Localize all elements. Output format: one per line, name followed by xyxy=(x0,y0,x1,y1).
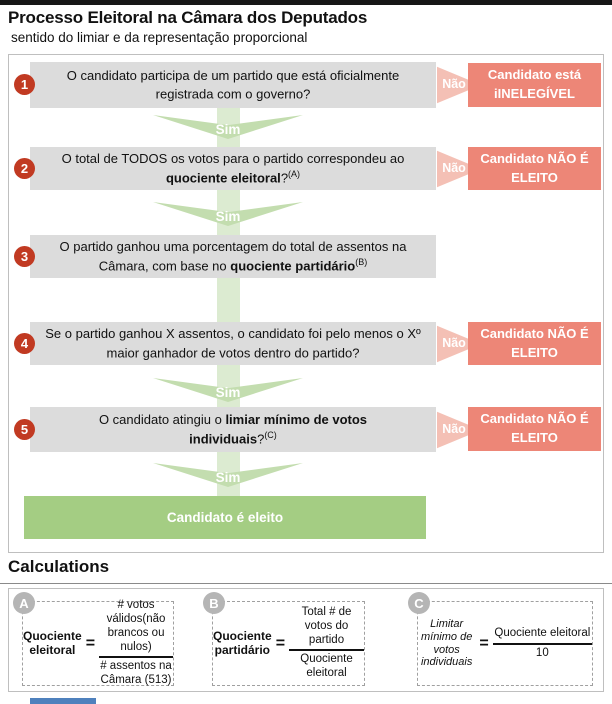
nao-label-1: Não xyxy=(442,77,466,91)
nao-label-4: Não xyxy=(442,336,466,350)
calc-b-badge: B xyxy=(203,592,225,614)
final-result-text: Candidato é eleito xyxy=(166,510,284,525)
step-2-badge: 2 xyxy=(14,158,35,179)
calc-box-b xyxy=(212,601,365,686)
outcome-2-box xyxy=(468,147,601,190)
calc-b-term: Quociente partidário xyxy=(213,628,272,657)
step-1-badge: 1 xyxy=(14,74,35,95)
calc-b-numerator: Total # de votos do partido xyxy=(289,606,364,651)
calc-b-fraction xyxy=(289,606,364,681)
step-5-badge: 5 xyxy=(14,419,35,440)
calc-c-numerator: Quociente eleitoral xyxy=(493,627,592,645)
nao-label-5: Não xyxy=(442,422,466,436)
outcome-5-text: Candidato NÃO É ELEITO xyxy=(480,411,589,445)
step-1-question-text: O candidato participa de um partido que está oficialmente registrada com o governo? xyxy=(66,67,400,102)
calc-c-denominator: 10 xyxy=(535,646,549,659)
calc-a-denominator: # assentos na Câmara (513) xyxy=(100,660,172,687)
step-3-question-text: O partido ganhou uma porcentagem do total de assentos na Câmara, com base no quociente partidário$^{(B)}$ xyxy=(59,239,407,274)
calc-a-term: Quociente eleitoral xyxy=(23,628,82,657)
calc-c-term: Limitar mínimo de votos individuais xyxy=(420,618,473,669)
flowchart-frame xyxy=(8,54,604,553)
bottom-cropped-bar xyxy=(30,698,96,704)
sim-label-5: Sim xyxy=(215,470,241,485)
step-2-question-text: O total de TODOS os votos para o partido correspondeu ao quociente eleitoral?$^{(A)}$ xyxy=(61,151,405,186)
calc-box-a xyxy=(22,601,174,686)
sim-label-4: Sim xyxy=(215,385,241,400)
step-5-question-text: O candidato atingiu o limiar mínimo de votos individuais?$^{(C)}$ xyxy=(98,412,368,447)
step-3-badge: 3 xyxy=(14,246,35,267)
step-3-question-box xyxy=(30,235,436,278)
final-result-box xyxy=(24,496,426,539)
step-4-question-box xyxy=(30,322,436,365)
step-5-question-box xyxy=(30,407,436,452)
sim-label-2: Sim xyxy=(215,209,241,224)
outcome-4-text: Candidato NÃO É ELEITO xyxy=(480,325,589,360)
calc-b-equals: = xyxy=(275,634,286,652)
page-title: Processo Eleitoral na Câmara dos Deputados xyxy=(8,8,368,27)
calc-a-numerator: # votos válidos(não brancos ou nulos) xyxy=(99,599,173,658)
outcome-5-box xyxy=(468,407,601,451)
calculations-heading: Calculations xyxy=(8,557,110,576)
calc-a-fraction xyxy=(99,599,173,688)
outcome-1-box xyxy=(468,63,601,107)
calc-c-equals: = xyxy=(479,634,489,652)
page-subtitle: sentido do limiar e da representação proporcional xyxy=(11,30,308,45)
calc-c-fraction xyxy=(493,627,592,661)
calculations-divider xyxy=(0,583,612,584)
calc-box-c xyxy=(417,601,593,686)
calc-c-badge: C xyxy=(408,592,430,614)
step-4-badge: 4 xyxy=(14,333,35,354)
step-2-question-box xyxy=(30,147,436,190)
top-black-bar xyxy=(0,0,612,5)
outcome-2-text: Candidato NÃO É ELEITO xyxy=(480,150,589,185)
calc-b-denominator: Quociente eleitoral xyxy=(300,653,353,680)
step-1-question-box xyxy=(30,62,436,108)
outcome-4-box xyxy=(468,322,601,365)
sim-label-1: Sim xyxy=(215,122,241,137)
nao-label-2: Não xyxy=(442,161,466,175)
calc-a-equals: = xyxy=(85,634,96,652)
outcome-1-text: Candidato está iINELEGÍVEL xyxy=(487,67,582,101)
calc-a-badge: A xyxy=(13,592,35,614)
step-4-question-text: Se o partido ganhou X assentos, o candidato foi pelo menos o Xº maior ganhador de votos dentro do partido? xyxy=(45,326,421,361)
